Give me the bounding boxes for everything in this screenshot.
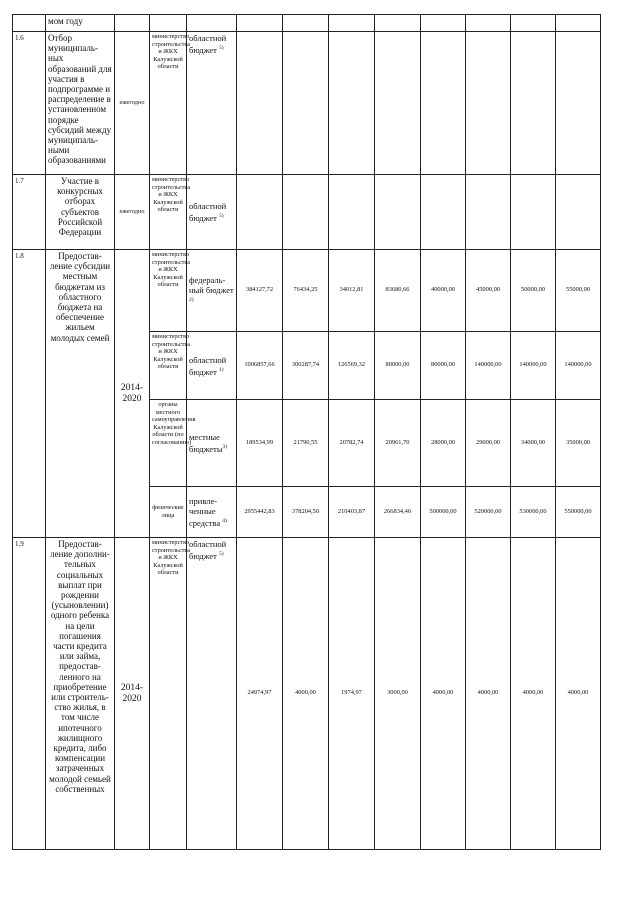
header-fragment: мом году [46,15,115,32]
funding-source: областной бюджет $^{1)}$ [187,332,237,400]
value-cell: 34012,81 [329,250,375,332]
value-cell: 3000,00 [375,538,421,850]
value-cell: 530000,00 [511,487,556,538]
value-cell: 4000,00 [466,538,511,850]
value-cell: 29000,00 [466,400,511,487]
value-cell: 45000,00 [466,250,511,332]
row-number: 1.6 [13,32,46,175]
activity-name: Предостав-ление субсидии местным бюджетам из областного бюджета на обеспечение жильем молодых семей [46,250,115,538]
funding-source: федераль-ный бюджет $^{2)}$ [187,250,237,332]
value-cell: 300287,74 [283,332,329,400]
funding-source: привле-ченные средства $^{4)}$ [187,487,237,538]
table-row [13,538,601,850]
table-row [13,250,601,332]
value-cell: 140000,00 [511,332,556,400]
value-cell: 24974,97 [237,538,283,850]
period: 2014-2020 [115,250,150,538]
row-number: 1.7 [13,175,46,250]
funding-source: областной бюджет $^{5)}$ [187,175,237,250]
executor: министерство строительства и ЖКХ Калужской области [150,175,187,250]
table-row [13,15,601,32]
value-cell: 50000,00 [511,250,556,332]
value-cell: 76434,25 [283,250,329,332]
funding-source: местные бюджеты$^{3)}$ [187,400,237,487]
value-cell: 83680,66 [375,250,421,332]
value-cell: 1006857,66 [237,332,283,400]
value-cell: 266834,46 [375,487,421,538]
period: 2014-2020 [115,538,150,850]
value-cell: 55000,00 [556,250,601,332]
value-cell: 500000,00 [421,487,466,538]
row-number: 1.8 [13,250,46,538]
value-cell: 28000,00 [421,400,466,487]
value-cell: 550000,00 [556,487,601,538]
executor: органы местного самоуправления Калужской области (по согласованию) [150,400,187,487]
value-cell: 4000,00 [421,538,466,850]
row-number: 1.9 [13,538,46,850]
value-cell: 140000,00 [556,332,601,400]
value-cell: 80000,00 [375,332,421,400]
activity-name: Отбор муниципаль-ных образований для участия в подпрограмме и распределение в установленном порядке субсидий между муниципаль-ными образованиями [46,32,115,175]
period: ежегодно [115,32,150,175]
value-cell: 378204,50 [283,487,329,538]
value-cell: 34000,00 [511,400,556,487]
value-cell: 140000,00 [466,332,511,400]
value-cell: 40000,00 [421,250,466,332]
funding-source: областной бюджет $^{5)}$ [187,32,237,175]
value-cell: 4000,00 [283,538,329,850]
period: ежегодно [115,175,150,250]
value-cell: 189534,99 [237,400,283,487]
value-cell: 1974,97 [329,538,375,850]
activity-name: Предостав-ление дополни-тельных социальных выплат при рождении (усыновлении) одного ребенка на цели погашения части кредита или займа, предостав-ленного на приобретение или строитель-ство жилья, в том числе ипотечного жилищного кредита, либо компенсации затраченных молодой семьей собственных [46,538,115,850]
funding-source: областной бюджет $^{5)}$ [187,538,237,850]
table-row [13,175,601,250]
executor: министерство строительства и ЖКХ Калужской области [150,332,187,400]
value-cell: 35000,00 [556,400,601,487]
executor: министерство строительства и ЖКХ Калужской области [150,538,187,850]
activity-name: Участие в конкурсных отборах субъектов Российской Федерации [46,175,115,250]
value-cell: 20961,70 [375,400,421,487]
value-cell: 210403,87 [329,487,375,538]
value-cell: 4000,00 [511,538,556,850]
value-cell: 80000,00 [421,332,466,400]
value-cell: 520000,00 [466,487,511,538]
executor: физические лица [150,487,187,538]
value-cell: 126569,32 [329,332,375,400]
program-table [12,14,601,850]
value-cell: 20782,74 [329,400,375,487]
executor: министерство строительства и ЖКХ Калужской области [150,32,187,175]
value-cell: 21790,55 [283,400,329,487]
value-cell: 384127,72 [237,250,283,332]
value-cell: 4000,00 [556,538,601,850]
value-cell: 2955442,83 [237,487,283,538]
executor: министерство строительства и ЖКХ Калужской области [150,250,187,332]
table-row [13,32,601,175]
